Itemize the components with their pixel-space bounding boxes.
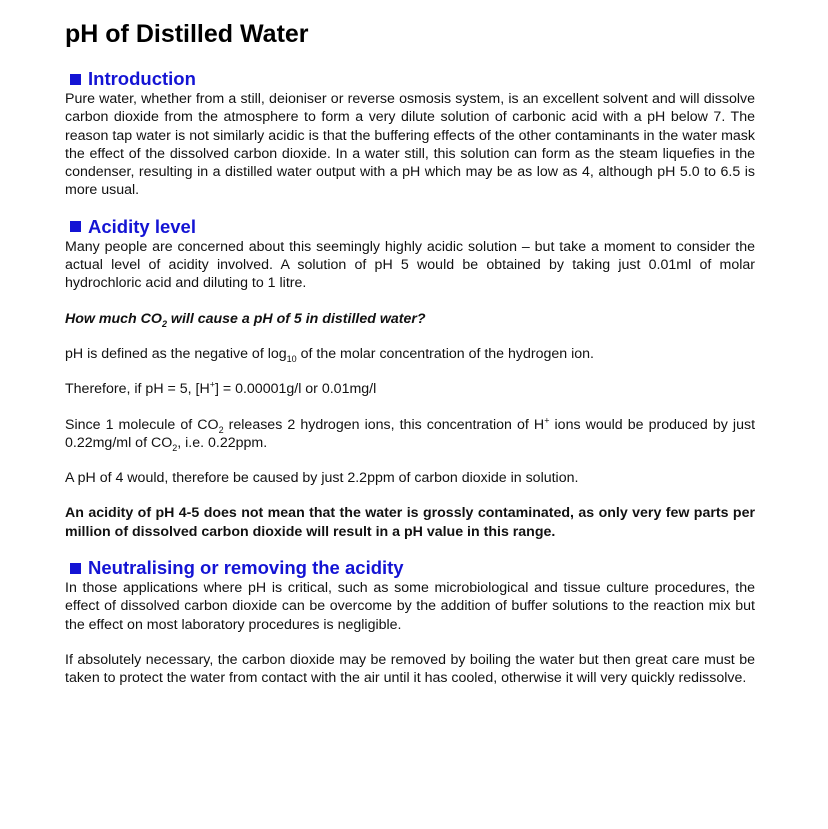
square-bullet-icon xyxy=(70,74,81,85)
ph4-line: A pH of 4 would, therefore be caused by just 2.2ppm of carbon dioxide in solution. xyxy=(65,470,579,487)
acidity-paragraph: Many people are concerned about this seemingly highly acidic solution – but take a moment to consider the actual level of acidity involved. A solution of pH 5 would be obtained by taking just 0.01ml of molar hydrochloric acid and diluting to 1 litre. xyxy=(65,238,755,292)
intro-paragraph: Pure water, whether from a still, deioniser or reverse osmosis system, is an excellent solvent and will dissolve carbon dioxide from the atmosphere to form a very dilute solution of carbonic acid with a pH below 7. The reason tap water is not similarly acidic is that the buffering effects of the other contaminants in the water mask the effect of the dissolved carbon dioxide. In a water still, this solution can form as the steam liquefies in the condenser, resulting in a distilled water output with a pH which may be as low as 4, although pH 5.0 to 6.5 is more usual. xyxy=(65,91,755,199)
therefore-line: Therefore, if pH = 5, [H+] = 0.00001g/l or 0.01mg/l xyxy=(65,379,377,398)
definition-line: pH is defined as the negative of $\log_{10}$ of the molar concentration of the hydrogen ion. xyxy=(65,345,594,364)
heading-text: Neutralising or removing the acidity xyxy=(88,557,404,579)
square-bullet-icon xyxy=(70,563,81,574)
section-heading-neutralising xyxy=(65,557,755,579)
heading-text: Introduction xyxy=(88,68,196,89)
page-title: pH of Distilled Water xyxy=(65,20,309,48)
document-page xyxy=(65,17,755,688)
question-line: How much $CO_2$ will cause a pH of 5 in distilled water? xyxy=(65,310,426,329)
section-heading-introduction xyxy=(65,68,755,90)
square-bullet-icon xyxy=(70,221,81,232)
section-heading-acidity xyxy=(65,216,755,238)
neutralising-paragraph-1: In those applications where pH is critical, such as some microbiological and tissue culture procedures, the effect of dissolved carbon dioxide can be overcome by the addition of buffer solutions to the reaction mix but the effect on most laboratory procedures is negligible. xyxy=(65,580,755,633)
neutralising-paragraph-2: If absolutely necessary, the carbon dioxide may be removed by boiling the water but then great care must be taken to protect the water from contact with the air until it has cooled, otherwise it will very quickly redissolve. xyxy=(65,651,755,687)
conclusion-paragraph: An acidity of pH 4-5 does not mean that the water is grossly contaminated, as only very few parts per million of dissolved carbon dioxide will result in a pH value in this range. xyxy=(65,505,755,540)
heading-text: Acidity level xyxy=(88,215,196,237)
since-paragraph: Since 1 molecule of $CO_2$ releases 2 hydrogen ions, this concentration of H+ ions would be produced by just 0.22mg/ml of $CO_2$, i.e. 0.22ppm. xyxy=(65,414,756,453)
